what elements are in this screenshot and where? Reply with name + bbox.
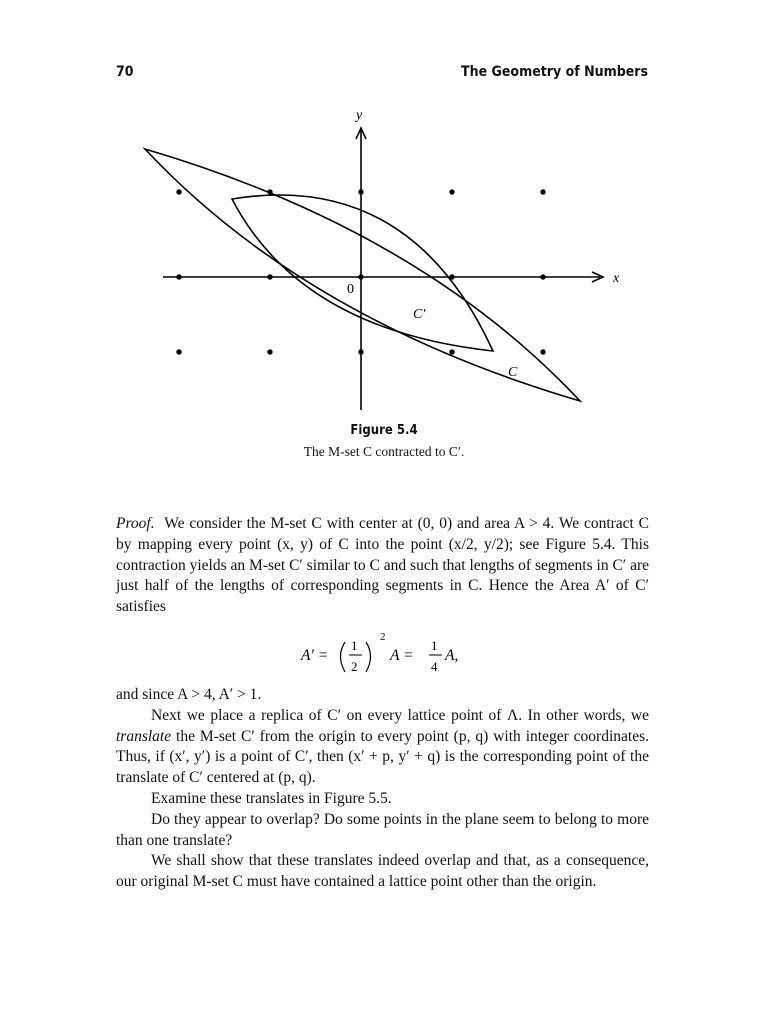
frac2-numerator: 1 <box>431 638 438 653</box>
paren-left <box>341 642 346 672</box>
frac1-denominator: 2 <box>351 659 358 674</box>
equation-mid: A = <box>390 647 414 664</box>
page-number: 70 <box>116 64 134 80</box>
equation-lhs: A′ = <box>301 647 329 664</box>
origin-label: 0 <box>347 282 354 297</box>
lattice-point <box>540 349 545 354</box>
proof-text: We consider the M-set C with center at (0, 0) and area A > 4. We contract C by mapping every point (x, y) of C into the point (x/2, y/2); see Figure 5.4. This contraction yields an M-set C′ similar to C and such that lengths of segments in C′ are just half of the lengths of corresponding segments in C. Hence the Area A′ of C′ satisfies <box>116 515 650 616</box>
frac1-numerator: 1 <box>351 638 358 653</box>
lattice-point <box>449 189 454 194</box>
para2-before: Next we place a replica of C′ on every lattice point of Λ. In other words, we <box>151 706 649 724</box>
lattice-point <box>449 349 454 354</box>
paragraph-conclusion: We shall show that these translates indeed overlap and that, as a consequence, our original M-set C must have contained a lattice point other than the origin. <box>116 852 649 891</box>
area-equation <box>0 630 768 680</box>
lattice-point <box>176 274 181 279</box>
x-axis-label: x <box>613 271 620 286</box>
figure-caption: The M-set C contracted to C′. <box>303 444 465 459</box>
outer-set-label: C <box>508 365 518 380</box>
paren-right <box>366 642 371 672</box>
lattice-point <box>540 189 545 194</box>
exponent: 2 <box>380 631 386 643</box>
page-header <box>116 62 648 84</box>
proof-lead: Proof. <box>116 515 155 532</box>
continuation-text <box>116 685 649 893</box>
inner-set-c-prime <box>232 195 493 351</box>
equation-rhs: A, <box>445 647 459 664</box>
para2-after: the M-set C′ from the origin to every point (p, q) with integer coordinates. Thus, if (x′, y′) is a point of C′, then (x′ + p, y′ + q) is the corresponding point of the translate of C′ centered at (p, q). <box>116 727 649 787</box>
lattice-point <box>358 189 363 194</box>
proof-paragraph <box>116 514 649 618</box>
lattice-point <box>176 189 181 194</box>
figure-5-4 <box>0 100 768 410</box>
y-axis-label: y <box>356 108 363 123</box>
lattice-point <box>358 349 363 354</box>
paragraph-overlap-question: Do they appear to overlap? Do some points in the plane seem to belong to more than one translate? <box>116 810 649 849</box>
lattice-point <box>267 274 272 279</box>
lattice-point <box>449 274 454 279</box>
lattice-point <box>267 189 272 194</box>
lattice-point <box>176 349 181 354</box>
lattice-point <box>358 274 363 279</box>
paragraph-examine: Examine these translates in Figure 5.5. <box>151 789 392 807</box>
inner-set-label: C′ <box>413 307 426 322</box>
lattice-point <box>540 274 545 279</box>
para2-emphasis: translate <box>116 727 172 745</box>
frac2-denominator: 4 <box>431 659 438 674</box>
paragraph-translate <box>116 706 649 789</box>
line-and-since: and since A > 4, A′ > 1. <box>116 686 262 703</box>
running-title: The Geometry of Numbers <box>461 64 648 80</box>
lattice-point <box>267 349 272 354</box>
figure-title: Figure 5.4 <box>350 423 418 438</box>
